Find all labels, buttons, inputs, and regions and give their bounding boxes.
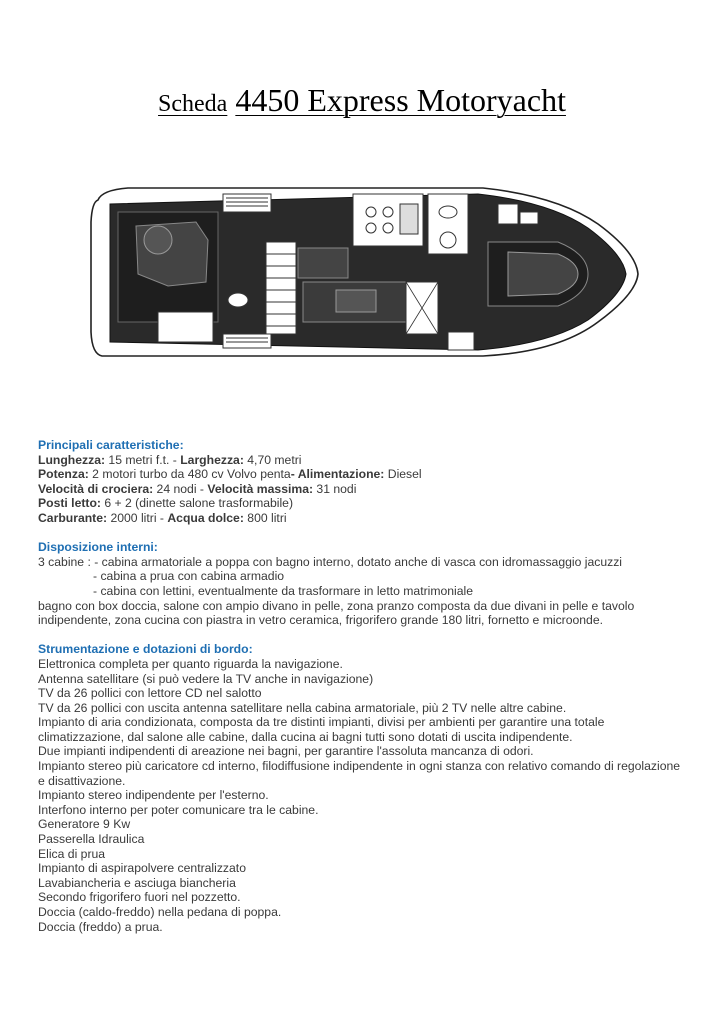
crociera-label: Velocità di crociera: (38, 481, 154, 496)
aft-sink (228, 293, 248, 307)
yacht-floor-plan (88, 182, 640, 362)
crociera-value: 24 nodi - (153, 481, 208, 496)
equipment-line: Elettronica completa per quanto riguarda la navigazione. (38, 656, 343, 671)
alimentazione-label: - Alimentazione: (290, 467, 385, 482)
equipment-heading: Strumentazione e dotazioni di bordo: (38, 642, 253, 657)
equipment-line: climatizzazione, dal salone alle cabine, dalla cucina ai bagni tutti sono dotati di uscita indipendente. (38, 729, 573, 744)
equipment-line: Generatore 9 Kw (38, 817, 131, 832)
title-main: 4450 Express Motoryacht (235, 82, 566, 118)
equipment-line: Elica di prua (38, 846, 106, 861)
lunghezza-label: Lunghezza: (38, 452, 106, 467)
carburante-label: Carburante: (38, 510, 108, 525)
content (38, 438, 698, 934)
specs-line-beds (38, 496, 698, 511)
equipment-line: e disattivazione. (38, 773, 126, 788)
massima-label: Velocità massima: (207, 481, 314, 496)
potenza-value: 2 motori turbo da 480 cv Volvo penta (88, 467, 291, 482)
equipment-line: Secondo frigorifero fuori nel pozzetto. (38, 890, 241, 905)
alimentazione-value: Diesel (384, 467, 422, 482)
equipment-line: Antenna satellitare (si può vedere la TV anche in navigazione) (38, 671, 374, 686)
saloon-table (336, 290, 376, 312)
page-title (0, 82, 724, 119)
interiors-line: 3 cabine : - cabina armatoriale a poppa con bagno interno, dotato anche di vasca con idromassaggio jacuzzi (38, 554, 623, 569)
fore-bed (508, 252, 578, 296)
vent-aft-low (223, 334, 271, 348)
equipment-line: Impianto di aspirapolvere centralizzato (38, 861, 246, 876)
interiors-line: indipendente, zona cucina con piastra in vetro ceramica, frigorifero grande 180 litri, fornetto e microonde. (38, 613, 603, 628)
dinette (298, 248, 348, 278)
equipment-line: Impianto stereo indipendente per l'esterno. (38, 788, 269, 803)
fore-bath (428, 194, 468, 254)
vent-aft (223, 194, 271, 212)
equipment-line: Passerella Idraulica (38, 832, 145, 847)
equipment-line: Lavabiancheria e asciuga biancheria (38, 875, 236, 890)
acqua-value: 800 litri (243, 510, 287, 525)
massima-value: 31 nodi (313, 481, 357, 496)
bathtub (144, 226, 172, 254)
carburante-value: 2000 litri - (107, 510, 168, 525)
interiors-heading: Disposizione interni: (38, 540, 158, 555)
larghezza-label: Larghezza: (180, 452, 244, 467)
equipment-line: Impianto di aria condizionata, composta da tre distinti impianti, divisi per ambienti per garantire una totale (38, 715, 605, 730)
interiors-line: bagno con box doccia, salone con ampio divano in pelle, zona pranzo composta da due divani in pelle e tavolo (38, 598, 635, 613)
equipment-line: TV da 26 pollici con uscita antenna satellitare nella cabina armatoriale, più 2 TV nelle altre cabine. (38, 700, 567, 715)
interiors-line: - cabina a prua con cabina armadio (93, 569, 285, 584)
specs-line-fuel (38, 511, 698, 526)
acqua-label: Acqua dolce: (167, 510, 244, 525)
equipment-line: Due impianti indipendenti di areazione nei bagni, per garantire l'assoluta mancanza di odori. (38, 744, 534, 759)
posti-value: 6 + 2 (dinette salone trasformabile) (100, 496, 294, 511)
specs-heading: Principali caratteristiche: (38, 438, 184, 452)
potenza-label: Potenza: (38, 467, 89, 482)
equipment-line: TV da 26 pollici con lettore CD nel salotto (38, 686, 262, 701)
vent-fore (448, 332, 474, 350)
title-prefix: Scheda (158, 91, 228, 117)
larghezza-value: 4,70 metri (243, 452, 302, 467)
fore-locker (498, 204, 518, 224)
equipment-line: Doccia (freddo) a prua. (38, 919, 163, 934)
specs-line-length (38, 453, 698, 468)
posti-label: Posti letto: (38, 496, 101, 511)
stairs (266, 242, 296, 334)
lunghezza-value: 15 metri f.t. - (105, 452, 181, 467)
specs-line-speed (38, 482, 698, 497)
equipment-line: Interfono interno per poter comunicare tra le cabine. (38, 802, 319, 817)
equipment-line: Impianto stereo più caricatore cd interno, filodiffusione indipendente in ogni stanza con relativo comando di regolazione (38, 759, 681, 774)
aft-bath (158, 312, 213, 342)
specs-line-power (38, 467, 698, 482)
interiors-line: - cabina con lettini, eventualmente da trasformare in letto matrimoniale (93, 583, 474, 598)
equipment-line: Doccia (caldo-freddo) nella pedana di poppa. (38, 905, 282, 919)
